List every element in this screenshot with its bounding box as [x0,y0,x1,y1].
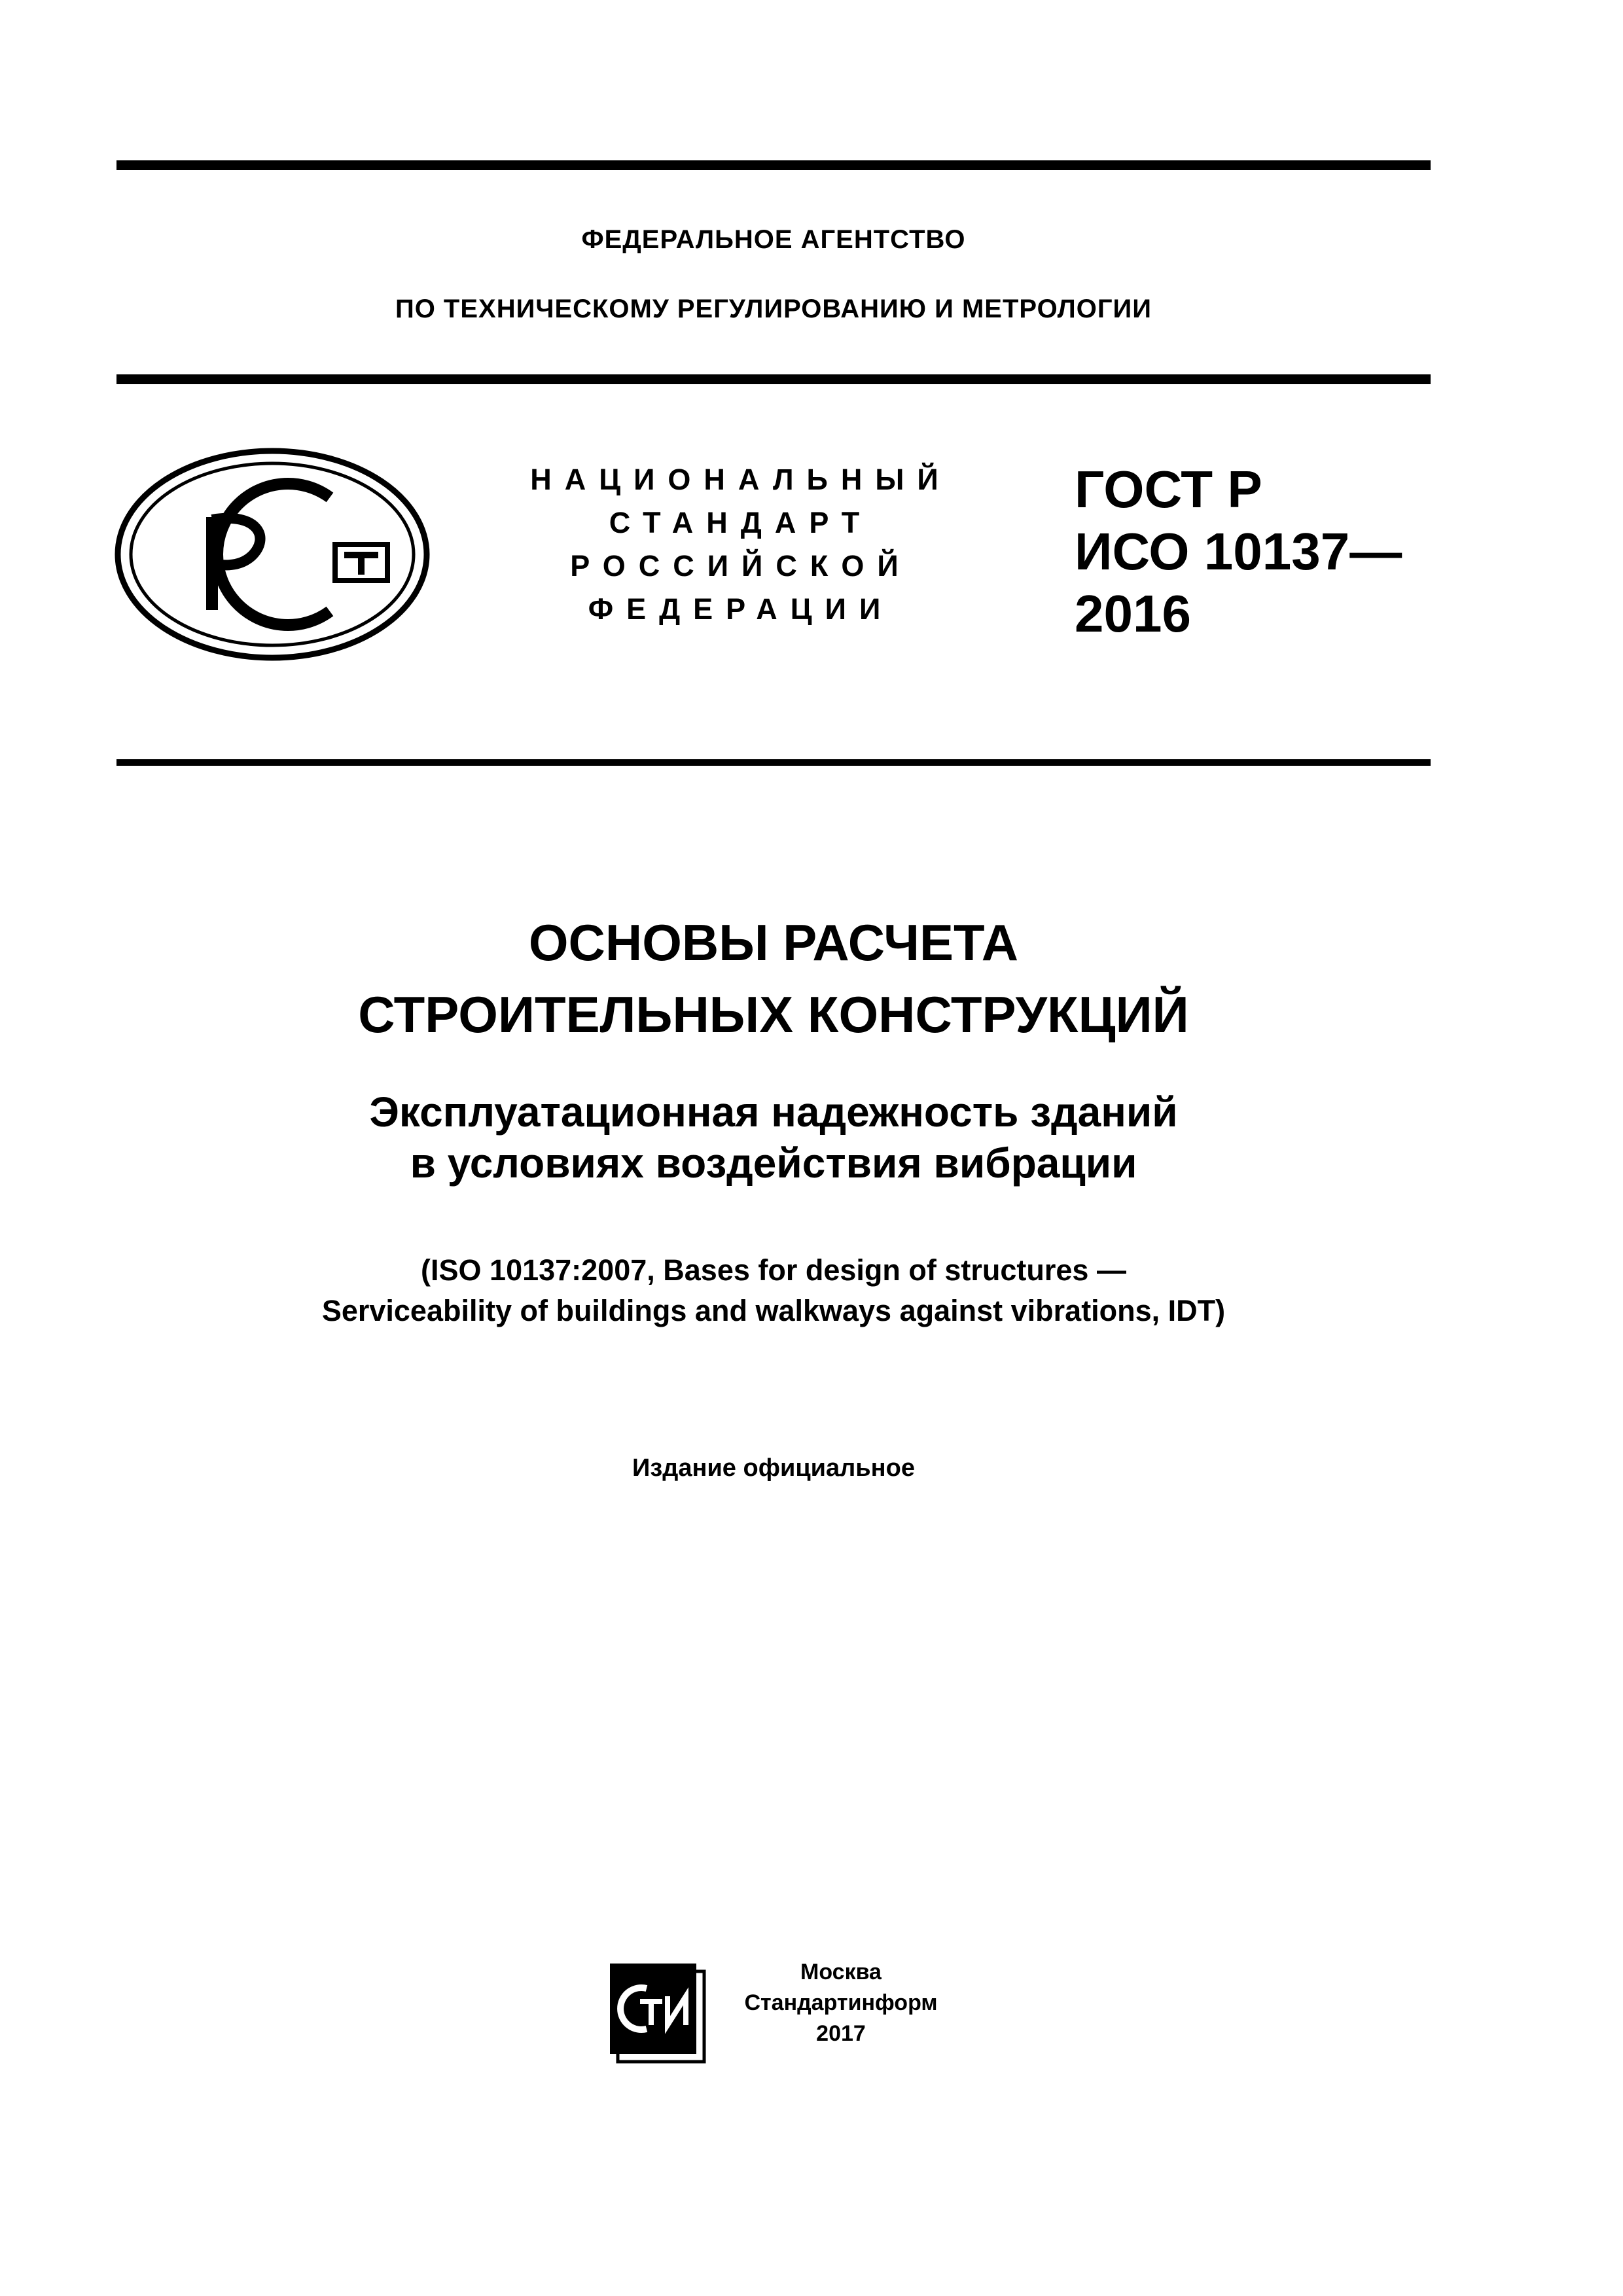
document-title [116,906,1431,1050]
agency-name-line-2: ПО ТЕХНИЧЕСКОМУ РЕГУЛИРОВАНИЮ И МЕТРОЛОГИИ [395,295,1152,323]
publisher-city: Москва [800,1960,882,1984]
rst-certification-mark-icon [114,446,431,662]
title-main-line-2: СТРОИТЕЛЬНЫХ КОНСТРУКЦИЙ [358,986,1189,1043]
designation-line-2: ИСО 10137— [1075,522,1402,581]
title-sub-line-1: Эксплуатационная надежность зданий [369,1088,1178,1136]
document-subtitle [116,1086,1431,1189]
title-main-line-1: ОСНОВЫ РАСЧЕТА [528,914,1019,971]
standard-type-line-1: НАЦИОНАЛЬНЫЙ [530,463,952,496]
publication-year: 2017 [816,2021,866,2046]
edition-note: Издание официальное [632,1454,915,1482]
top-rule [116,160,1431,170]
standard-type [492,458,990,631]
title-sub-line-2: в условиях воздействия вибрации [410,1139,1137,1187]
standartinform-logo-icon [609,1962,707,2066]
iso-reference-line-1: (ISO 10137:2007, Bases for design of structures — [421,1253,1126,1287]
iso-reference-line-2: Serviceability of buildings and walkways against vibrations, IDT) [321,1294,1226,1327]
standard-type-line-2: СТАНДАРТ [609,506,873,539]
middle-rule [116,374,1431,384]
publisher-imprint [723,1957,959,2049]
designation-line-1: ГОСТ Р [1075,460,1262,518]
iso-reference [116,1250,1431,1331]
lower-rule [116,759,1431,766]
agency-name-line-1: ФЕДЕРАЛЬНОЕ АГЕНТСТВО [581,225,966,254]
designation-line-3: 2016 [1075,584,1191,643]
standard-designation [1075,458,1402,645]
standard-type-line-4: ФЕДЕРАЦИИ [588,592,894,626]
publisher-name: Стандартинформ [744,1990,938,2015]
standard-type-line-3: РОССИЙСКОЙ [570,549,912,583]
